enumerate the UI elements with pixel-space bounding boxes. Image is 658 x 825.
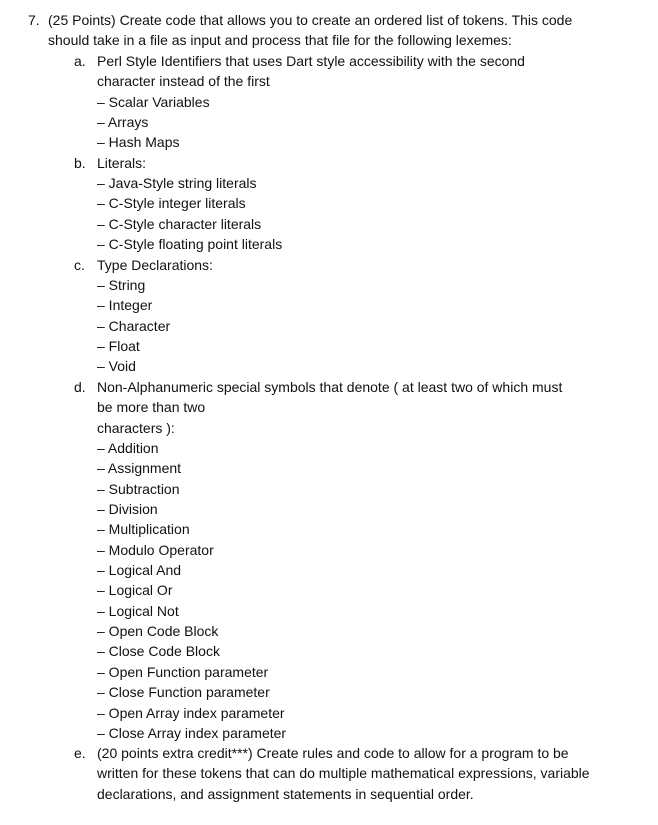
section-a-text: Perl Style Identifiers that uses Dart style accessibility with the second	[97, 53, 525, 69]
question-title-cont: should take in a file as input and process that file for the following lexemes:	[48, 32, 512, 48]
section-letter: a.	[74, 53, 86, 69]
section-letter: c.	[74, 257, 85, 273]
question-title: (25 Points) Create code that allows you to create an ordered list of tokens. This code	[48, 12, 573, 28]
section-e-text: (20 points extra credit***) Create rules and code to allow for a program to be	[97, 745, 569, 761]
section-a-text-cont: character instead of the first	[97, 73, 270, 89]
question-number: 7.	[28, 12, 40, 28]
section-letter: e.	[74, 745, 86, 761]
section-b-text: Literals:	[97, 155, 147, 171]
section-c-text: Type Declarations:	[97, 257, 213, 273]
section-letter: d.	[74, 379, 86, 395]
section-d-text: Non-Alphanumeric special symbols that denote ( at least two of which must	[97, 379, 563, 395]
section-letter: b.	[74, 155, 86, 171]
